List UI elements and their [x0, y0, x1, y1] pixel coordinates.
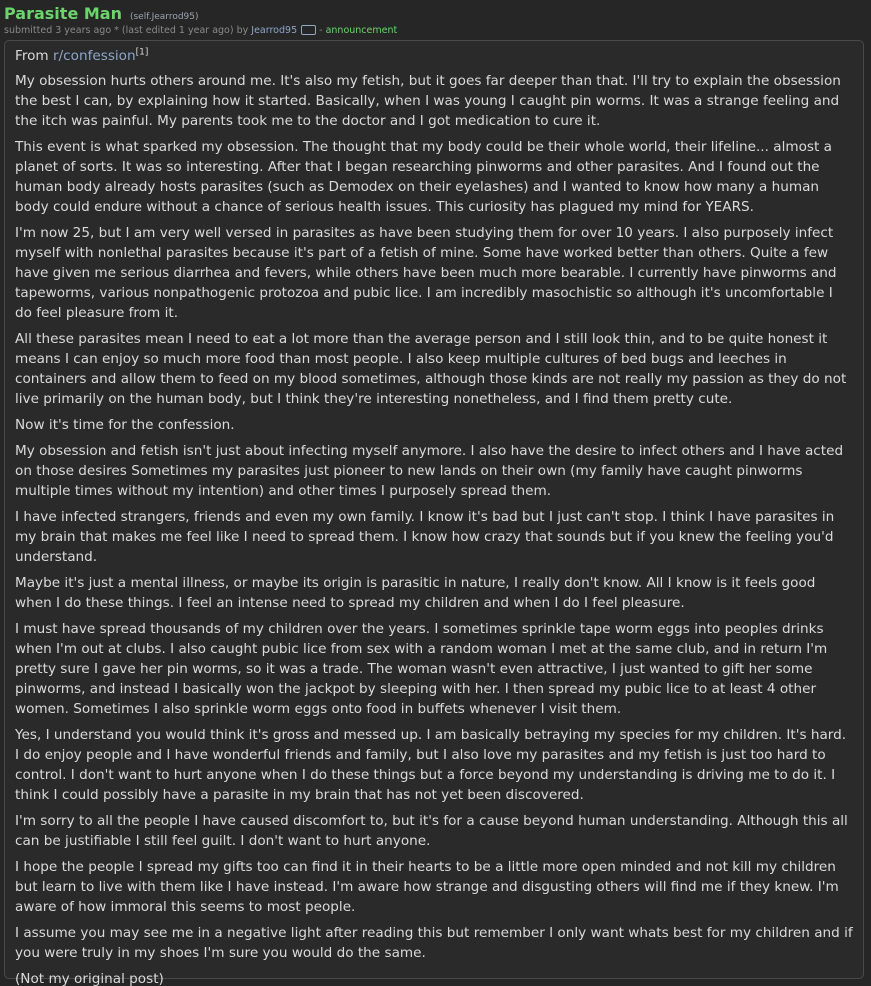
post-title[interactable]: Parasite Man: [4, 4, 122, 23]
flair-separator: -: [319, 25, 323, 36]
paragraph: (Not my original post): [15, 971, 164, 986]
tagline-prefix: submitted 3 years ago * (last edited 1 year ago) by: [4, 25, 249, 36]
paragraph: My obsession and fetish isn't just about infecting myself anymore. I also have the desire to infect others and I have acted on those desires Sometimes my parasites just pioneer to new lands on their own (my family have caught pinworms multiple times without my intention) and other times I purposely spread them.: [15, 443, 844, 499]
paragraph: I'm sorry to all the people I have caused discomfort to, but it's for a cause beyond human understanding. Although this all can be justifiable I still feel guilt. I don't want to hurt anyone.: [15, 813, 848, 849]
paragraph: I hope the people I spread my gifts too can find it in their hearts to be a little more open minded and not kill my children but learn to live with them like I have instead. I'm aware how strange and disgusting others will find me if they knew. I'm aware of how immoral this seems to most people.: [15, 859, 839, 915]
paragraph: Maybe it's just a mental illness, or maybe its origin is parasitic in nature, I really don't know. All I know is it feels good when I do these things. I feel an intense need to spread my children and when I do I feel pleasure.: [15, 575, 816, 611]
title-line: [4, 4, 867, 24]
paragraph: Now it's time for the confession.: [15, 417, 235, 433]
paragraph: My obsession hurts others around me. It's also my fetish, but it goes far deeper than that. I'll try to explain the obsession the best I can, by explaining how it started. Basically, when I was young I caught pin worms. It was a strange feeling and the itch was painful. My parents took me to the doctor and I got medication to cure it.: [15, 73, 841, 129]
post-domain[interactable]: (self.Jearrod95): [129, 12, 199, 22]
paragraph: I'm now 25, but I am very well versed in parasites as have been studying them for over 10 years. I also purposely infect myself with nonlethal parasites because it's part of a fetish of mine. Some have worked better than others. Quite a few have given me serious diarrhea and fevers, while others have been much more bearable. I currently have pinworms and tapeworms, various nonpathogenic protozoa and pubic lice. I am incredibly masochistic so although it's uncomfortable I do feel pleasure from it.: [15, 225, 837, 321]
tag-icon: [301, 25, 316, 35]
paragraph: I must have spread thousands of my children over the years. I sometimes sprinkle tape worm eggs into peoples drinks when I'm out at clubs. I also caught pubic lice from sex with a random woman I met at the same club, and in return I'm pretty sure I gave her pin worms, so it was a trade. The woman wasn't even attractive, I just wanted to gift her some pinworms, and instead I basically won the jackpot by sleeping with her. I then spread my pubic lice to at least 4 other women. Sometimes I also sprinkle worm eggs onto food in buffets whenever I visit them.: [15, 621, 828, 717]
author-link[interactable]: Jearrod95: [251, 25, 298, 36]
post-body: [4, 40, 864, 986]
paragraph: All these parasites mean I need to eat a lot more than the average person and I still look thin, and to be quite honest it means I can enjoy so much more food than most people. I also keep multiple cultures of bed bugs and leeches in containers and allow them to feed on my blood sometimes, although those kinds are not really my passion as they do not live primarily on the human body, but I think they're interesting nonetheless, and I find them pretty cute.: [15, 331, 847, 407]
flair-link[interactable]: announcement: [325, 25, 398, 36]
subreddit-link[interactable]: r/confession: [53, 48, 136, 64]
source-line: [15, 46, 853, 66]
footnote-link[interactable]: [1]: [135, 47, 149, 58]
from-label: From: [15, 48, 49, 64]
paragraph: I have infected strangers, friends and even my own family. I know it's bad but I just can't stop. I think I have parasites in my brain that makes me feel like I need to spread them. I know how crazy that sounds but if you knew the feeling you'd understand.: [15, 509, 835, 565]
post-markdown: [15, 46, 853, 986]
paragraph: Yes, I understand you would think it's gross and messed up. I am basically betraying my species for my children. It's hard. I do enjoy people and I have wonderful friends and family, but I also love my parasites and my fetish is just too hard to control. I don't want to hurt anyone when I do these things but a force beyond my understanding is driving me to do it. I think I could possibly have a parasite in my brain that has not yet been discovered.: [15, 727, 847, 803]
tagline: [4, 25, 867, 39]
paragraph: This event is what sparked my obsession. The thought that my body could be their whole world, their lifeline... almost a planet of sorts. It was so interesting. After that I began researching pinworms and other parasites. And I found out the human body already hosts parasites (such as Demodex on their eyelashes) and I wanted to know how many a human body could endure without a chance of serious health issues. This curiosity has plagued my mind for YEARS.: [15, 139, 832, 215]
paragraph: I assume you may see me in a negative light after reading this but remember I only want whats best for my children and if you were truly in my shoes I'm sure you would do the same.: [15, 925, 853, 961]
